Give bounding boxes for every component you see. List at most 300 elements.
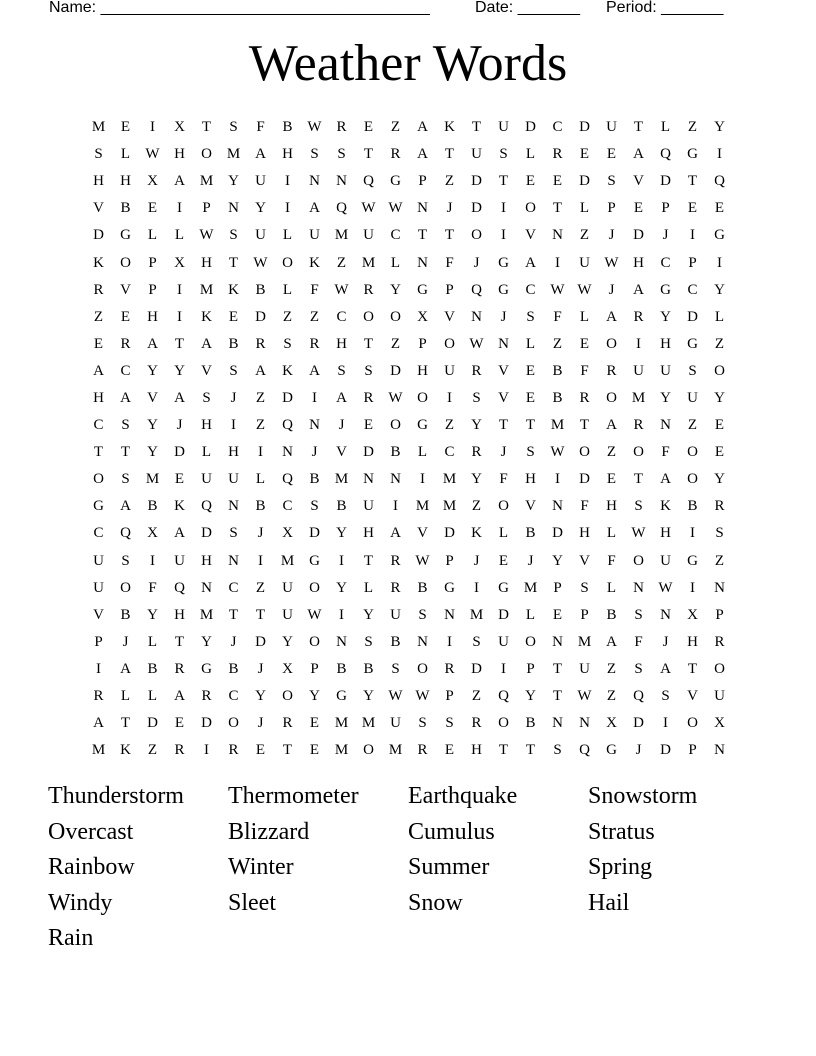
grid-letter[interactable]: M: [631, 389, 646, 406]
grid-letter[interactable]: Y: [552, 552, 563, 569]
grid-letter[interactable]: L: [147, 633, 158, 650]
grid-letter[interactable]: W: [307, 606, 322, 623]
grid-letter[interactable]: I: [717, 254, 722, 271]
grid-letter[interactable]: I: [231, 417, 236, 434]
grid-letter[interactable]: K: [309, 254, 320, 271]
grid-letter[interactable]: I: [258, 444, 263, 461]
grid-letter[interactable]: M: [361, 715, 376, 732]
grid-letter[interactable]: X: [714, 715, 725, 732]
grid-letter[interactable]: O: [687, 471, 698, 488]
grid-letter[interactable]: M: [577, 633, 592, 650]
grid-letter[interactable]: I: [447, 389, 452, 406]
grid-letter[interactable]: A: [660, 660, 671, 677]
grid-letter[interactable]: L: [660, 119, 671, 136]
grid-letter[interactable]: J: [473, 254, 480, 271]
grid-letter[interactable]: T: [174, 335, 185, 352]
grid-letter[interactable]: V: [93, 606, 104, 623]
grid-letter[interactable]: E: [309, 742, 320, 759]
grid-letter[interactable]: G: [687, 552, 698, 569]
grid-letter[interactable]: W: [253, 254, 268, 271]
grid-letter[interactable]: K: [471, 525, 482, 542]
grid-letter[interactable]: X: [282, 525, 293, 542]
grid-letter[interactable]: A: [309, 200, 320, 217]
grid-letter[interactable]: G: [201, 660, 212, 677]
grid-letter[interactable]: Q: [471, 281, 482, 298]
grid-letter[interactable]: B: [417, 579, 428, 596]
grid-letter[interactable]: P: [148, 254, 157, 271]
grid-letter[interactable]: J: [257, 660, 264, 677]
grid-letter[interactable]: O: [120, 579, 131, 596]
grid-letter[interactable]: A: [120, 498, 131, 515]
grid-letter[interactable]: N: [336, 633, 347, 650]
grid-letter[interactable]: Y: [255, 688, 266, 705]
grid-letter[interactable]: O: [633, 444, 644, 461]
grid-letter[interactable]: L: [525, 146, 536, 163]
grid-letter[interactable]: O: [525, 200, 536, 217]
grid-letter[interactable]: S: [634, 498, 643, 515]
grid-letter[interactable]: G: [93, 498, 104, 515]
grid-letter[interactable]: Y: [201, 633, 212, 650]
grid-letter[interactable]: B: [390, 444, 401, 461]
grid-letter[interactable]: M: [334, 471, 349, 488]
grid-letter[interactable]: P: [445, 552, 454, 569]
grid-letter[interactable]: R: [255, 335, 266, 352]
grid-letter[interactable]: H: [687, 633, 698, 650]
grid-letter[interactable]: O: [282, 254, 293, 271]
grid-letter[interactable]: I: [393, 498, 398, 515]
grid-letter[interactable]: D: [660, 742, 671, 759]
grid-letter[interactable]: G: [498, 579, 509, 596]
grid-letter[interactable]: R: [390, 552, 401, 569]
grid-letter[interactable]: E: [174, 715, 185, 732]
grid-letter[interactable]: H: [93, 389, 104, 406]
grid-letter[interactable]: A: [174, 525, 185, 542]
grid-letter[interactable]: A: [174, 173, 185, 190]
grid-letter[interactable]: T: [120, 444, 131, 461]
grid-letter[interactable]: Z: [471, 688, 482, 705]
grid-letter[interactable]: U: [255, 173, 266, 190]
grid-letter[interactable]: P: [580, 606, 589, 623]
grid-letter[interactable]: I: [663, 715, 668, 732]
grid-letter[interactable]: B: [552, 389, 563, 406]
grid-letter[interactable]: I: [339, 552, 344, 569]
grid-letter[interactable]: B: [552, 362, 563, 379]
grid-letter[interactable]: H: [147, 308, 158, 325]
grid-letter[interactable]: L: [282, 227, 293, 244]
grid-letter[interactable]: I: [636, 335, 641, 352]
name-field[interactable]: Name: _____________________________________: [49, 0, 430, 16]
grid-letter[interactable]: E: [363, 119, 374, 136]
grid-letter[interactable]: U: [282, 579, 293, 596]
grid-letter[interactable]: O: [498, 498, 509, 515]
grid-letter[interactable]: T: [687, 660, 698, 677]
grid-letter[interactable]: P: [445, 688, 454, 705]
grid-letter[interactable]: X: [687, 606, 698, 623]
grid-letter[interactable]: D: [579, 471, 590, 488]
grid-letter[interactable]: L: [363, 579, 374, 596]
grid-letter[interactable]: W: [145, 146, 160, 163]
grid-letter[interactable]: L: [282, 281, 293, 298]
grid-letter[interactable]: V: [498, 389, 509, 406]
grid-letter[interactable]: Z: [606, 444, 617, 461]
grid-letter[interactable]: O: [363, 308, 374, 325]
grid-letter[interactable]: S: [688, 362, 697, 379]
grid-letter[interactable]: L: [201, 444, 212, 461]
grid-letter[interactable]: B: [228, 335, 239, 352]
grid-letter[interactable]: D: [633, 715, 644, 732]
grid-letter[interactable]: Z: [579, 227, 590, 244]
grid-letter[interactable]: B: [120, 200, 131, 217]
grid-letter[interactable]: D: [282, 389, 293, 406]
grid-letter[interactable]: A: [336, 389, 347, 406]
grid-letter[interactable]: M: [442, 498, 457, 515]
grid-letter[interactable]: R: [363, 389, 374, 406]
grid-letter[interactable]: A: [201, 335, 212, 352]
grid-letter[interactable]: T: [363, 335, 374, 352]
grid-letter[interactable]: Y: [147, 362, 158, 379]
grid-letter[interactable]: A: [255, 362, 266, 379]
grid-letter[interactable]: I: [501, 660, 506, 677]
grid-letter[interactable]: T: [525, 742, 536, 759]
grid-letter[interactable]: A: [174, 389, 185, 406]
grid-letter[interactable]: M: [550, 417, 565, 434]
grid-letter[interactable]: K: [228, 281, 239, 298]
grid-letter[interactable]: F: [256, 119, 265, 136]
grid-letter[interactable]: E: [525, 173, 536, 190]
grid-letter[interactable]: B: [525, 715, 536, 732]
grid-letter[interactable]: A: [606, 633, 617, 650]
grid-letter[interactable]: W: [415, 688, 430, 705]
grid-letter[interactable]: A: [93, 715, 104, 732]
grid-letter[interactable]: I: [177, 200, 182, 217]
grid-letter[interactable]: A: [633, 281, 644, 298]
grid-letter[interactable]: L: [417, 444, 428, 461]
grid-letter[interactable]: A: [309, 362, 320, 379]
grid-letter[interactable]: T: [525, 417, 536, 434]
grid-letter[interactable]: S: [202, 389, 211, 406]
grid-letter[interactable]: I: [339, 606, 344, 623]
grid-letter[interactable]: Z: [714, 335, 725, 352]
grid-letter[interactable]: O: [201, 146, 212, 163]
grid-letter[interactable]: H: [660, 525, 671, 542]
grid-letter[interactable]: L: [174, 227, 185, 244]
grid-letter[interactable]: D: [444, 525, 455, 542]
grid-letter[interactable]: V: [336, 444, 347, 461]
grid-letter[interactable]: C: [228, 688, 239, 705]
grid-letter[interactable]: J: [608, 281, 615, 298]
grid-letter[interactable]: B: [147, 660, 158, 677]
grid-letter[interactable]: R: [633, 417, 644, 434]
grid-letter[interactable]: B: [147, 498, 158, 515]
grid-letter[interactable]: V: [201, 362, 212, 379]
grid-letter[interactable]: U: [633, 362, 644, 379]
grid-letter[interactable]: U: [363, 227, 374, 244]
grid-letter[interactable]: Z: [687, 119, 698, 136]
grid-letter[interactable]: W: [388, 688, 403, 705]
date-field[interactable]: Date: _______: [475, 0, 580, 16]
grid-letter[interactable]: T: [552, 688, 563, 705]
grid-letter[interactable]: O: [579, 444, 590, 461]
grid-letter[interactable]: V: [498, 362, 509, 379]
grid-letter[interactable]: D: [660, 173, 671, 190]
grid-letter[interactable]: G: [417, 417, 428, 434]
grid-letter[interactable]: R: [471, 715, 482, 732]
grid-letter[interactable]: H: [228, 444, 239, 461]
grid-letter[interactable]: G: [309, 552, 320, 569]
grid-letter[interactable]: P: [715, 606, 724, 623]
grid-letter[interactable]: T: [471, 119, 482, 136]
grid-letter[interactable]: U: [714, 688, 725, 705]
grid-letter[interactable]: F: [580, 362, 589, 379]
period-field[interactable]: Period: _______: [606, 0, 724, 16]
grid-letter[interactable]: N: [282, 444, 293, 461]
grid-letter[interactable]: S: [715, 525, 724, 542]
grid-letter[interactable]: K: [174, 498, 185, 515]
grid-letter[interactable]: C: [444, 444, 455, 461]
grid-letter[interactable]: X: [174, 119, 185, 136]
grid-letter[interactable]: S: [337, 146, 346, 163]
grid-letter[interactable]: M: [226, 146, 241, 163]
grid-letter[interactable]: N: [660, 606, 671, 623]
grid-letter[interactable]: B: [336, 498, 347, 515]
grid-letter[interactable]: O: [687, 444, 698, 461]
grid-letter[interactable]: U: [282, 606, 293, 623]
grid-letter[interactable]: S: [661, 688, 670, 705]
grid-letter[interactable]: S: [499, 146, 508, 163]
grid-letter[interactable]: O: [606, 335, 617, 352]
grid-letter[interactable]: I: [150, 552, 155, 569]
grid-letter[interactable]: W: [658, 579, 673, 596]
grid-letter[interactable]: H: [525, 471, 536, 488]
grid-letter[interactable]: M: [199, 173, 214, 190]
grid-letter[interactable]: S: [121, 417, 130, 434]
grid-letter[interactable]: I: [258, 552, 263, 569]
grid-letter[interactable]: I: [717, 146, 722, 163]
grid-letter[interactable]: J: [500, 444, 507, 461]
grid-letter[interactable]: H: [606, 498, 617, 515]
grid-letter[interactable]: O: [309, 633, 320, 650]
grid-letter[interactable]: G: [714, 227, 725, 244]
grid-letter[interactable]: B: [255, 498, 266, 515]
grid-letter[interactable]: E: [714, 444, 725, 461]
grid-letter[interactable]: L: [606, 525, 617, 542]
grid-letter[interactable]: I: [555, 254, 560, 271]
grid-letter[interactable]: Z: [255, 417, 266, 434]
grid-letter[interactable]: U: [93, 579, 104, 596]
grid-letter[interactable]: P: [202, 200, 211, 217]
grid-letter[interactable]: F: [445, 254, 454, 271]
grid-letter[interactable]: Q: [660, 146, 671, 163]
grid-letter[interactable]: I: [204, 742, 209, 759]
grid-letter[interactable]: Y: [147, 417, 158, 434]
grid-letter[interactable]: U: [606, 119, 617, 136]
grid-letter[interactable]: C: [282, 498, 293, 515]
grid-letter[interactable]: T: [444, 227, 455, 244]
grid-letter[interactable]: P: [526, 660, 535, 677]
grid-letter[interactable]: J: [257, 525, 264, 542]
grid-letter[interactable]: S: [472, 389, 481, 406]
grid-letter[interactable]: C: [93, 417, 104, 434]
grid-letter[interactable]: H: [336, 335, 347, 352]
grid-letter[interactable]: O: [633, 552, 644, 569]
grid-letter[interactable]: J: [257, 715, 264, 732]
grid-letter[interactable]: I: [420, 471, 425, 488]
grid-letter[interactable]: O: [714, 660, 725, 677]
grid-letter[interactable]: W: [307, 119, 322, 136]
grid-letter[interactable]: J: [662, 227, 669, 244]
grid-letter[interactable]: Y: [309, 688, 320, 705]
grid-letter[interactable]: E: [552, 173, 563, 190]
grid-letter[interactable]: W: [550, 281, 565, 298]
grid-letter[interactable]: X: [282, 660, 293, 677]
grid-letter[interactable]: X: [606, 715, 617, 732]
grid-letter[interactable]: B: [336, 660, 347, 677]
grid-letter[interactable]: E: [579, 146, 590, 163]
grid-letter[interactable]: W: [577, 688, 592, 705]
grid-letter[interactable]: Y: [714, 281, 725, 298]
grid-letter[interactable]: I: [501, 227, 506, 244]
grid-letter[interactable]: E: [309, 715, 320, 732]
grid-letter[interactable]: T: [552, 660, 563, 677]
grid-letter[interactable]: C: [93, 525, 104, 542]
grid-letter[interactable]: M: [523, 579, 538, 596]
grid-letter[interactable]: K: [201, 308, 212, 325]
grid-letter[interactable]: S: [364, 362, 373, 379]
grid-letter[interactable]: G: [390, 173, 401, 190]
grid-letter[interactable]: R: [201, 688, 212, 705]
grid-letter[interactable]: O: [120, 254, 131, 271]
grid-letter[interactable]: P: [148, 281, 157, 298]
grid-letter[interactable]: N: [201, 579, 212, 596]
grid-letter[interactable]: D: [687, 308, 698, 325]
grid-letter[interactable]: U: [579, 254, 590, 271]
grid-letter[interactable]: E: [120, 119, 131, 136]
grid-letter[interactable]: N: [714, 579, 725, 596]
grid-letter[interactable]: N: [309, 417, 320, 434]
grid-letter[interactable]: Z: [687, 417, 698, 434]
grid-letter[interactable]: L: [255, 471, 266, 488]
grid-letter[interactable]: E: [120, 308, 131, 325]
grid-letter[interactable]: R: [552, 146, 563, 163]
grid-letter[interactable]: A: [255, 146, 266, 163]
grid-letter[interactable]: T: [255, 606, 266, 623]
grid-letter[interactable]: J: [230, 389, 237, 406]
grid-letter[interactable]: B: [390, 633, 401, 650]
grid-letter[interactable]: A: [606, 308, 617, 325]
grid-letter[interactable]: U: [498, 119, 509, 136]
grid-letter[interactable]: R: [471, 444, 482, 461]
grid-letter[interactable]: M: [442, 471, 457, 488]
grid-letter[interactable]: Z: [444, 417, 455, 434]
grid-letter[interactable]: Y: [282, 633, 293, 650]
grid-letter[interactable]: M: [334, 715, 349, 732]
grid-letter[interactable]: X: [147, 173, 158, 190]
grid-letter[interactable]: Y: [336, 525, 347, 542]
grid-letter[interactable]: Z: [282, 308, 293, 325]
grid-letter[interactable]: D: [579, 119, 590, 136]
grid-letter[interactable]: E: [525, 389, 536, 406]
grid-letter[interactable]: E: [498, 552, 509, 569]
grid-letter[interactable]: I: [285, 200, 290, 217]
grid-letter[interactable]: V: [579, 552, 590, 569]
grid-letter[interactable]: J: [608, 227, 615, 244]
grid-letter[interactable]: T: [444, 146, 455, 163]
grid-letter[interactable]: D: [390, 362, 401, 379]
grid-letter[interactable]: Y: [525, 688, 536, 705]
grid-letter[interactable]: Z: [390, 119, 401, 136]
grid-letter[interactable]: U: [309, 227, 320, 244]
grid-letter[interactable]: W: [604, 254, 619, 271]
grid-letter[interactable]: E: [444, 742, 455, 759]
grid-letter[interactable]: P: [418, 173, 427, 190]
grid-letter[interactable]: J: [500, 308, 507, 325]
grid-letter[interactable]: Y: [336, 579, 347, 596]
grid-letter[interactable]: T: [120, 715, 131, 732]
grid-letter[interactable]: D: [552, 525, 563, 542]
grid-letter[interactable]: L: [120, 146, 131, 163]
grid-letter[interactable]: D: [147, 715, 158, 732]
grid-letter[interactable]: E: [714, 417, 725, 434]
grid-letter[interactable]: N: [444, 606, 455, 623]
grid-letter[interactable]: H: [363, 525, 374, 542]
grid-letter[interactable]: V: [147, 389, 158, 406]
grid-letter[interactable]: U: [498, 633, 509, 650]
grid-letter[interactable]: Q: [282, 417, 293, 434]
grid-letter[interactable]: W: [631, 525, 646, 542]
grid-letter[interactable]: D: [309, 525, 320, 542]
grid-letter[interactable]: Y: [390, 281, 401, 298]
grid-letter[interactable]: R: [228, 742, 239, 759]
grid-letter[interactable]: H: [579, 525, 590, 542]
grid-letter[interactable]: S: [634, 660, 643, 677]
grid-letter[interactable]: N: [714, 742, 725, 759]
grid-letter[interactable]: E: [606, 146, 617, 163]
grid-letter[interactable]: R: [714, 633, 725, 650]
grid-letter[interactable]: M: [145, 471, 160, 488]
grid-letter[interactable]: R: [417, 742, 428, 759]
grid-letter[interactable]: R: [174, 742, 185, 759]
grid-letter[interactable]: S: [364, 633, 373, 650]
grid-letter[interactable]: O: [390, 308, 401, 325]
grid-letter[interactable]: R: [579, 389, 590, 406]
grid-letter[interactable]: D: [579, 173, 590, 190]
grid-letter[interactable]: K: [120, 742, 131, 759]
grid-letter[interactable]: R: [363, 281, 374, 298]
grid-letter[interactable]: C: [120, 362, 131, 379]
grid-letter[interactable]: E: [147, 200, 158, 217]
grid-letter[interactable]: N: [552, 715, 563, 732]
grid-letter[interactable]: A: [525, 254, 536, 271]
grid-letter[interactable]: A: [417, 146, 428, 163]
grid-letter[interactable]: H: [417, 362, 428, 379]
grid-letter[interactable]: F: [148, 579, 157, 596]
grid-letter[interactable]: U: [228, 471, 239, 488]
grid-letter[interactable]: Z: [390, 335, 401, 352]
grid-letter[interactable]: Y: [471, 471, 482, 488]
grid-letter[interactable]: U: [660, 362, 671, 379]
grid-letter[interactable]: U: [93, 552, 104, 569]
grid-letter[interactable]: L: [390, 254, 401, 271]
grid-letter[interactable]: S: [121, 471, 130, 488]
grid-letter[interactable]: L: [120, 688, 131, 705]
grid-letter[interactable]: S: [229, 362, 238, 379]
grid-letter[interactable]: Y: [471, 417, 482, 434]
grid-letter[interactable]: H: [174, 146, 185, 163]
grid-letter[interactable]: N: [471, 308, 482, 325]
grid-letter[interactable]: I: [177, 308, 182, 325]
grid-letter[interactable]: Z: [444, 173, 455, 190]
grid-letter[interactable]: Z: [471, 498, 482, 515]
